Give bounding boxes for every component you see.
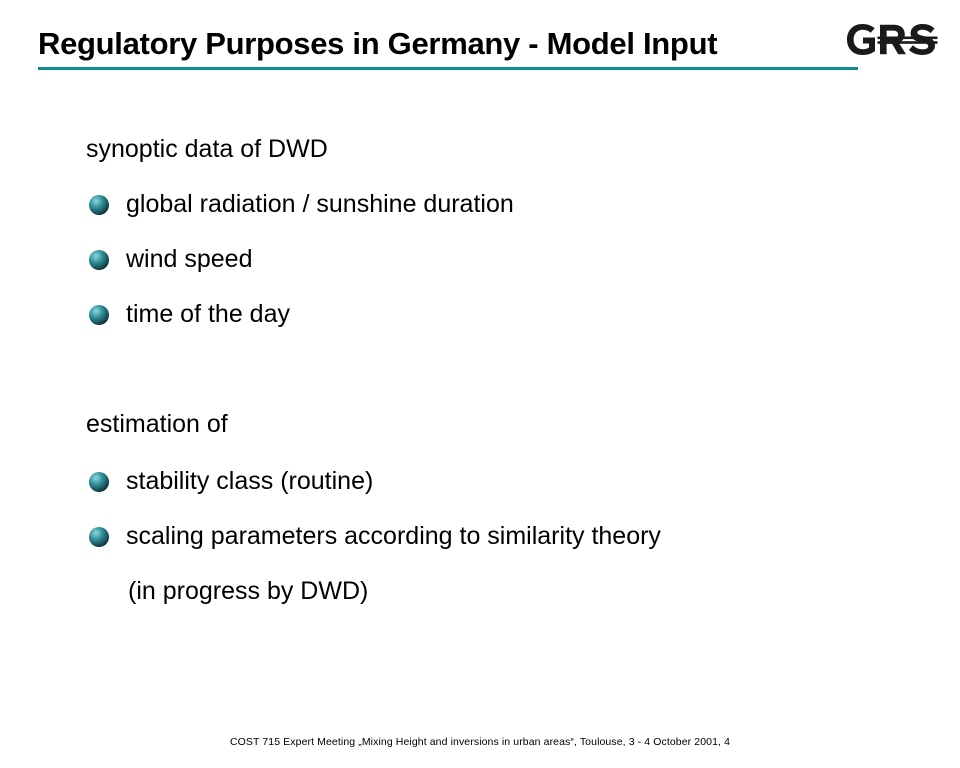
grs-logo-icon (846, 22, 942, 58)
sphere-bullet-icon (88, 471, 110, 493)
list-item-label: time of the day (126, 300, 290, 328)
estimation-progress-note: (in progress by DWD) (128, 577, 369, 605)
list-item-label: wind speed (126, 245, 253, 273)
sphere-bullet-icon (88, 249, 110, 271)
list-item (88, 467, 373, 496)
slide-footer: COST 715 Expert Meeting „Mixing Height and inversions in urban areas“, Toulouse, 3 - 4 October 2001, 4 (229, 736, 731, 748)
sphere-bullet-icon (88, 526, 110, 548)
sphere-bullet-icon (88, 304, 110, 326)
list-item (88, 190, 514, 219)
list-item (88, 522, 661, 551)
page-title: Regulatory Purposes in Germany - Model Input (38, 26, 718, 61)
list-item-label: global radiation / sunshine duration (126, 190, 514, 218)
list-item (88, 300, 290, 329)
list-item-label: stability class (routine) (126, 467, 374, 495)
grs-logo (846, 22, 942, 58)
list-item (88, 245, 252, 274)
sphere-bullet-icon (88, 194, 110, 216)
list-item-label: scaling parameters according to similarity theory (126, 522, 661, 550)
title-underline-rule (38, 67, 858, 70)
section-lead-synoptic-data: synoptic data of DWD (86, 135, 328, 163)
section-lead-estimation-of: estimation of (86, 410, 228, 438)
